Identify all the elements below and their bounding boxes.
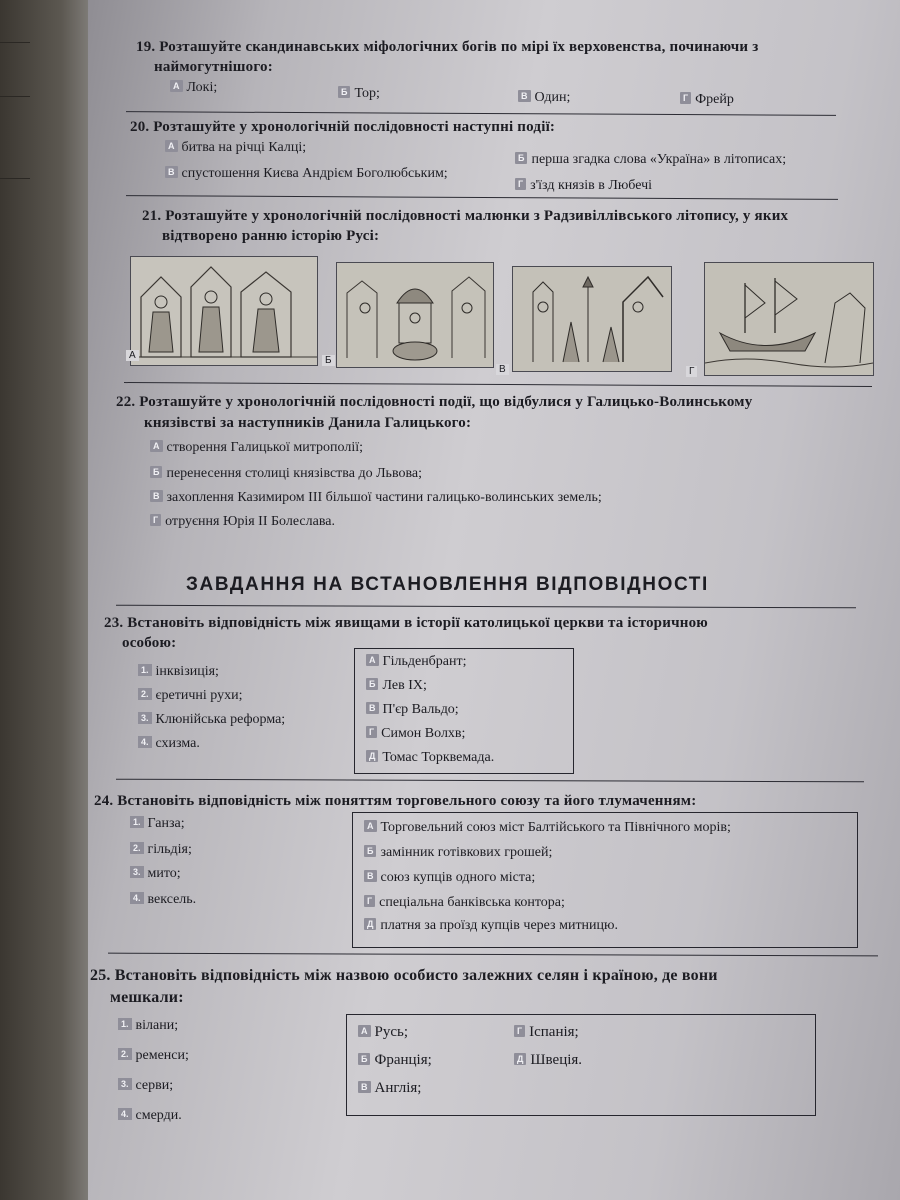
option-b[interactable] bbox=[150, 466, 422, 482]
question-title: 22. Розташуйте у хронологічній послідовності події, що відбулися у Галицько-Волинському bbox=[116, 394, 753, 410]
left-item-2[interactable] bbox=[130, 842, 192, 858]
option-a[interactable] bbox=[170, 80, 217, 96]
option-text: спеціальна банківська контора; bbox=[379, 895, 565, 910]
item-number: 2. bbox=[118, 1048, 132, 1060]
right-item-b[interactable] bbox=[366, 678, 427, 694]
right-item-g[interactable] bbox=[364, 895, 565, 911]
right-item-d[interactable] bbox=[366, 750, 494, 766]
item-number: 1. bbox=[138, 664, 152, 676]
option-g[interactable] bbox=[515, 178, 652, 194]
left-item-1[interactable] bbox=[130, 816, 185, 832]
right-item-v[interactable] bbox=[358, 1080, 421, 1097]
option-text: Один; bbox=[534, 90, 571, 105]
section-title: ЗАВДАННЯ НА ВСТАНОВЛЕННЯ ВІДПОВІДНОСТІ bbox=[186, 574, 709, 595]
option-text: Локі; bbox=[186, 80, 218, 95]
option-a[interactable] bbox=[150, 440, 363, 456]
left-item-2[interactable] bbox=[138, 688, 242, 704]
question-title-continued: мешкали: bbox=[110, 989, 184, 1006]
option-text: Франція; bbox=[374, 1052, 432, 1068]
option-letter: Г bbox=[514, 1025, 525, 1037]
question-title: 20. Розташуйте у хронологічній послідовності наступні події: bbox=[130, 119, 556, 135]
option-letter: Д bbox=[364, 918, 376, 930]
right-item-d[interactable] bbox=[514, 1052, 582, 1069]
question-title: 21. Розташуйте у хронологічній послідовності малюнки з Радзивіллівського літопису, у яких bbox=[142, 208, 789, 224]
question-title: 24. Встановіть відповідність між поняттям торговельного союзу та його тлумаченням: bbox=[94, 793, 697, 809]
left-item-4[interactable] bbox=[138, 736, 200, 752]
item-text: вілани; bbox=[135, 1018, 179, 1033]
left-item-3[interactable] bbox=[118, 1078, 173, 1094]
option-letter: В bbox=[165, 166, 178, 178]
item-number: 3. bbox=[138, 712, 152, 724]
item-text: смерди. bbox=[135, 1108, 182, 1123]
question-title-continued: наймогутнішого: bbox=[154, 59, 273, 75]
option-text: Томас Торквемада. bbox=[382, 750, 495, 765]
question-title: 19. Розташуйте скандинавських міфологічних богів по мірі їх верховенства, починаючи з bbox=[136, 39, 759, 55]
left-item-1[interactable] bbox=[118, 1018, 178, 1034]
option-letter: Г bbox=[366, 726, 377, 738]
option-text: Фрейр bbox=[695, 92, 734, 107]
option-letter: А bbox=[165, 140, 178, 152]
right-item-v[interactable] bbox=[364, 870, 535, 886]
option-b[interactable] bbox=[338, 86, 380, 102]
item-text: Ганза; bbox=[147, 816, 185, 831]
question-title-continued: князівстві за наступників Данила Галицького: bbox=[144, 415, 472, 431]
option-text: замінник готівкових грошей; bbox=[380, 845, 553, 860]
option-letter: А bbox=[364, 820, 377, 832]
option-letter: А bbox=[150, 440, 163, 452]
option-v[interactable] bbox=[518, 90, 570, 106]
item-number: 1. bbox=[130, 816, 144, 828]
item-number: 2. bbox=[130, 842, 144, 854]
chronicle-miniature-g[interactable] bbox=[704, 262, 874, 376]
item-number: 4. bbox=[130, 892, 144, 904]
option-text: платня за проїзд купців через митницю. bbox=[380, 918, 618, 933]
image-label: А bbox=[126, 350, 139, 361]
option-letter: Д bbox=[514, 1053, 526, 1065]
option-letter: Г bbox=[150, 514, 161, 526]
option-letter: В bbox=[366, 702, 379, 714]
right-item-d[interactable] bbox=[364, 918, 618, 934]
option-letter: В bbox=[364, 870, 377, 882]
option-letter: Д bbox=[366, 750, 378, 762]
left-item-2[interactable] bbox=[118, 1048, 189, 1064]
option-letter: В bbox=[150, 490, 163, 502]
option-b[interactable] bbox=[515, 152, 786, 168]
option-a[interactable] bbox=[165, 140, 306, 156]
option-g[interactable] bbox=[150, 514, 335, 530]
question-title: 25. Встановіть відповідність між назвою особисто залежних селян і країною, де вони bbox=[90, 967, 718, 984]
left-item-4[interactable] bbox=[118, 1108, 182, 1124]
chronicle-miniature-a[interactable] bbox=[130, 256, 318, 366]
item-text: гільдія; bbox=[147, 842, 192, 857]
ruled-line bbox=[0, 178, 30, 179]
option-text: Русь; bbox=[374, 1024, 409, 1040]
option-text: битва на річці Калці; bbox=[181, 140, 307, 155]
left-item-3[interactable] bbox=[138, 712, 285, 728]
item-number: 1. bbox=[118, 1018, 132, 1030]
left-item-4[interactable] bbox=[130, 892, 196, 908]
option-text: Тор; bbox=[354, 86, 380, 101]
item-number: 4. bbox=[118, 1108, 132, 1120]
item-number: 4. bbox=[138, 736, 152, 748]
option-text: Англія; bbox=[374, 1080, 422, 1096]
option-text: Швеція. bbox=[530, 1052, 583, 1068]
option-letter: Г bbox=[515, 178, 526, 190]
option-text: союз купців одного міста; bbox=[380, 870, 536, 885]
option-letter: Г bbox=[680, 92, 691, 104]
item-number: 3. bbox=[118, 1078, 132, 1090]
image-label: Б bbox=[322, 355, 335, 366]
right-item-b[interactable] bbox=[358, 1052, 432, 1069]
option-text: Гільденбрант; bbox=[382, 654, 467, 669]
option-v[interactable] bbox=[165, 166, 448, 182]
option-text: П'єр Вальдо; bbox=[382, 702, 459, 717]
option-text: захоплення Казимиром III більшої частини галицько-волинських земель; bbox=[166, 490, 602, 505]
item-text: серви; bbox=[135, 1078, 174, 1093]
item-number: 2. bbox=[138, 688, 152, 700]
option-text: Лев IX; bbox=[382, 678, 427, 693]
right-item-g[interactable] bbox=[514, 1024, 579, 1041]
question-title: 23. Встановіть відповідність між явищами в історії католицької церкви та історичною bbox=[104, 615, 708, 631]
right-item-a[interactable] bbox=[358, 1024, 408, 1041]
left-item-3[interactable] bbox=[130, 866, 181, 882]
option-text: спустошення Києва Андрієм Боголюбським; bbox=[181, 166, 448, 181]
option-letter: В bbox=[518, 90, 531, 102]
item-text: ременси; bbox=[135, 1048, 189, 1063]
right-item-v[interactable] bbox=[366, 702, 459, 718]
option-g[interactable] bbox=[680, 92, 734, 108]
option-text: перенесення столиці князівства до Львова; bbox=[166, 466, 422, 481]
option-text: Симон Волхв; bbox=[381, 726, 466, 741]
option-text: отруєння Юрія II Болеслава. bbox=[165, 514, 335, 529]
right-item-g[interactable] bbox=[366, 726, 465, 742]
option-letter: В bbox=[358, 1081, 371, 1093]
option-letter: Б bbox=[366, 678, 378, 690]
image-label: Г bbox=[686, 366, 697, 377]
chronicle-miniature-v[interactable] bbox=[512, 266, 672, 372]
image-label: В bbox=[496, 364, 509, 375]
option-text: перша згадка слова «Україна» в літописах; bbox=[531, 152, 787, 167]
item-text: вексель. bbox=[147, 892, 197, 907]
question-title-continued: особою: bbox=[122, 635, 177, 651]
right-item-a[interactable] bbox=[364, 820, 731, 836]
option-letter: А bbox=[170, 80, 183, 92]
item-number: 3. bbox=[130, 866, 144, 878]
item-text: інквізиція; bbox=[155, 664, 219, 679]
option-letter: Б bbox=[358, 1053, 370, 1065]
item-text: Клюнійська реформа; bbox=[155, 712, 286, 727]
option-text: Торговельний союз міст Балтійського та Північного морів; bbox=[380, 820, 731, 835]
left-item-1[interactable] bbox=[138, 664, 219, 680]
option-letter: Б bbox=[150, 466, 162, 478]
option-letter: Б bbox=[338, 86, 350, 98]
chronicle-miniature-b[interactable] bbox=[336, 262, 494, 368]
option-text: з'їзд князів в Любечі bbox=[530, 178, 653, 193]
option-letter: Б bbox=[364, 845, 376, 857]
option-letter: А bbox=[366, 654, 379, 666]
option-letter: Б bbox=[515, 152, 527, 164]
question-title-continued: відтворено ранню історію Русі: bbox=[162, 228, 380, 244]
item-text: мито; bbox=[147, 866, 181, 881]
ruled-line bbox=[0, 96, 30, 97]
desk-background bbox=[0, 0, 88, 1200]
option-text: Іспанія; bbox=[529, 1024, 579, 1040]
option-text: створення Галицької митрополії; bbox=[166, 440, 364, 455]
item-text: схизма. bbox=[155, 736, 200, 751]
ruled-line bbox=[0, 42, 30, 43]
option-letter: Г bbox=[364, 895, 375, 907]
option-letter: А bbox=[358, 1025, 371, 1037]
right-item-a[interactable] bbox=[366, 654, 467, 670]
option-v[interactable] bbox=[150, 490, 602, 506]
right-item-b[interactable] bbox=[364, 845, 552, 861]
item-text: єретичні рухи; bbox=[155, 688, 243, 703]
